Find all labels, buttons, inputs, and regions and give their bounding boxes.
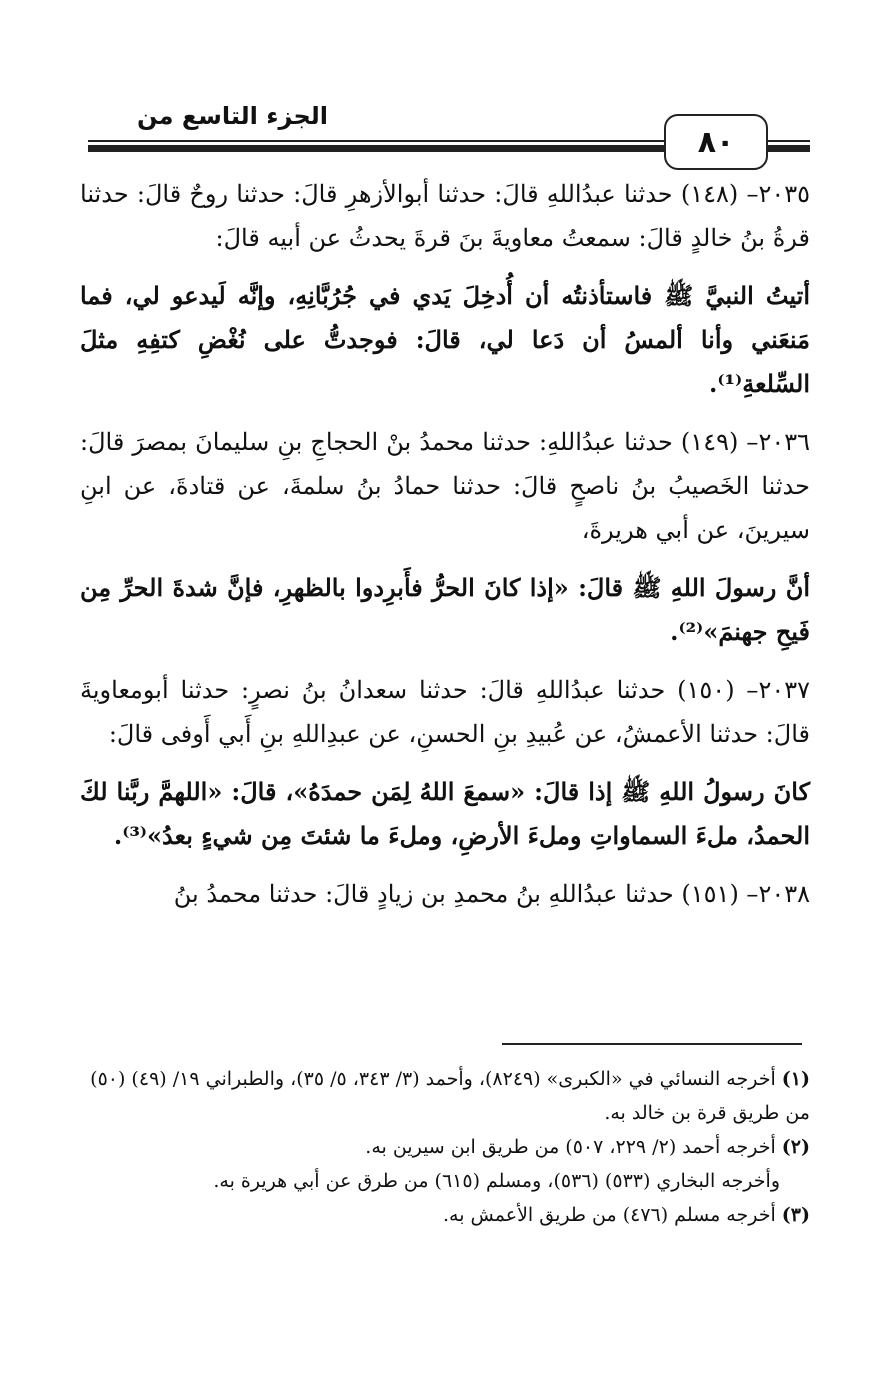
- footnote-text: أخرجه النسائي في «الكبرى» (٨٢٤٩)، وأحمد (٣/ ٣٤٣، ٥/ ٣٥)، والطبراني ١٩/ (٤٩) (٥٠) من طريق قرة بن خالد به.: [90, 1068, 810, 1124]
- header-rule-right-thin: [768, 140, 810, 142]
- hadith-2037-text: كانَ رسولُ اللهِ ﷺ إذا قالَ: «سمعَ اللهُ لِمَن حمدَهُ»، قالَ: «اللهمَّ ربَّنا لكَ الحمدُ، ملءَ السماواتِ وملءَ الأرضِ، وملءَ ما شئتَ مِن شيءٍ بعدُ»⁽³⁾.: [80, 777, 811, 850]
- header-rule-right-thick: [768, 145, 810, 152]
- footnote-3: [80, 1198, 810, 1232]
- footnote-separator: [502, 1043, 802, 1045]
- main-text: [80, 172, 810, 930]
- footnote-1: [80, 1062, 810, 1130]
- footnote-number: (٣): [781, 1204, 810, 1226]
- hadith-2036-isnad: ٢٠٣٦– (١٤٩) حدثنا عبدُاللهِ: حدثنا محمدُ بنْ الحجاجِ بنِ سليمانَ بمصرَ قالَ: حدثنا الخَصيبُ بنُ ناصحٍ قالَ: حدثنا حمادُ بنُ سلمةَ، عن قتادةَ، عن ابنِ سيرينَ، عن أبي هريرةَ،: [80, 428, 810, 544]
- footnote-text: أخرجه أحمد (٢/ ٢٢٩، ٥٠٧) من طريق ابن سيرين به.: [365, 1136, 776, 1158]
- header-rule-thin: [88, 140, 668, 142]
- footnote-2-continuation: [80, 1164, 810, 1198]
- hadith-2037-isnad: ٢٠٣٧– (١٥٠) حدثنا عبدُاللهِ قالَ: حدثنا سعدانُ بنُ نصرٍ: حدثنا أبومعاويةَ قالَ: حدثنا الأعمشُ، عن عُبيدِ بنِ الحسنِ، عن عبدِاللهِ بنِ أَبي أَوفى قالَ:: [80, 676, 810, 748]
- footnote-number: (٢): [781, 1136, 810, 1158]
- hadith-2038-isnad: ٢٠٣٨– (١٥١) حدثنا عبدُاللهِ بنُ محمدِ بن زيادٍ قالَ: حدثنا محمدُ بنُ: [173, 880, 810, 908]
- hadith-2035-text: أتيتُ النبيَّ ﷺ فاستأذنتُه أن أُدخِلَ يَدي في جُرُبَّانِهِ، وإنَّه لَيدعو لي، فما مَنعَني وأنا ألمسُ أن دَعا لي، قالَ: فوجدتُّ على نُغْضِ كتفِهِ مثلَ السِّلعةِ⁽¹⁾.: [80, 281, 810, 398]
- page-number-box: [664, 114, 768, 170]
- hadith-2035-isnad: ٢٠٣٥– (١٤٨) حدثنا عبدُاللهِ قالَ: حدثنا أبوالأزهرِ قالَ: حدثنا روحٌ قالَ: حدثنا قرةُ بنُ خالدٍ قالَ: سمعتُ معاويةَ بنَ قرةَ يحدثُ عن أبيه قالَ:: [80, 180, 811, 252]
- footnote-text: أخرجه مسلم (٤٧٦) من طريق الأعمش به.: [442, 1204, 776, 1226]
- footnote-text: وأخرجه البخاري (٥٣٣) (٥٣٦)، ومسلم (٦١٥) من طرق عن أبي هريرة به.: [213, 1170, 780, 1192]
- footnote-number: (١): [781, 1068, 810, 1090]
- hadith-2036-text: أنَّ رسولَ اللهِ ﷺ قالَ: «إذا كانَ الحرُّ فأَبرِدوا بالظهرِ، فإنَّ شدةَ الحرِّ مِن فَيحِ جهنمَ»⁽²⁾.: [80, 573, 810, 646]
- header-rule-thick: [88, 145, 668, 152]
- running-title: الجزء التاسع من: [137, 102, 328, 130]
- footnote-2: [80, 1130, 810, 1164]
- page-header: [88, 100, 810, 170]
- footnotes: [80, 1062, 810, 1232]
- page-number: ٨٠: [697, 124, 735, 160]
